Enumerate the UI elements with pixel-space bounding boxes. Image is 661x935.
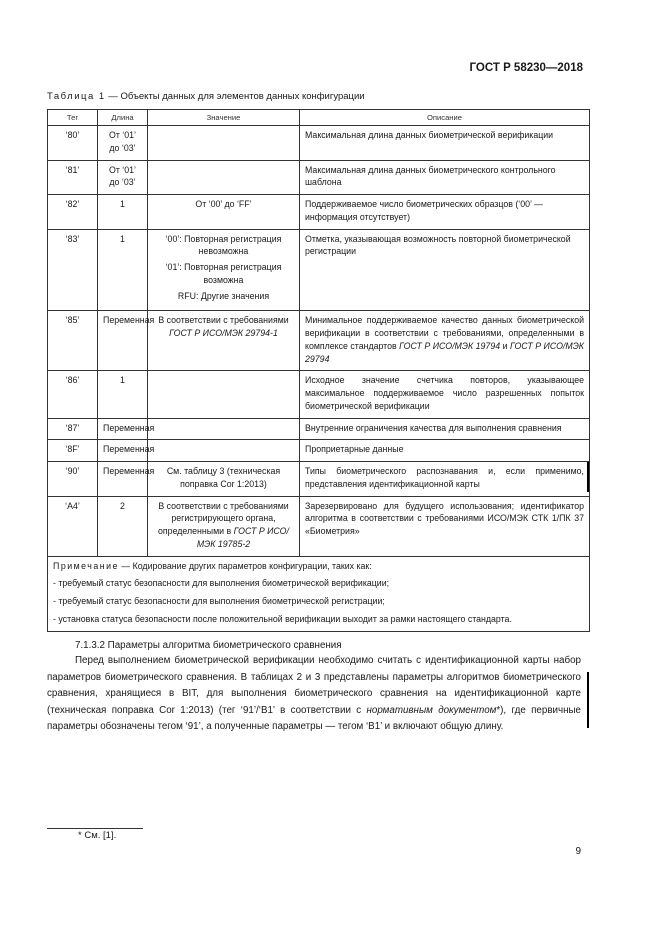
standard-ref-link[interactable]: ГОСТ Р ИСО/МЭК 29794-1 [169, 328, 278, 338]
cell-value [148, 418, 300, 440]
cell-description: Проприетарные данные [300, 440, 590, 462]
table-note-row [48, 556, 590, 631]
cell-tag: ‘83’ [48, 229, 98, 311]
cell-tag: ‘85’ [48, 311, 98, 371]
note-text: — Кодирование других параметров конфигурации, таких как: [118, 560, 372, 571]
note-title [53, 560, 584, 573]
table-row [48, 195, 590, 230]
col-header-value: Значение [148, 110, 300, 126]
cell-tag: ‘81’ [48, 160, 98, 195]
note-item: - установка статуса безопасности после положительной верификации выходит за рамки настоящего стандарта. [53, 613, 512, 624]
value-text: В соответствии с требованиями регистрирующего органа, определенными в [158, 500, 289, 536]
table-note [48, 556, 590, 631]
table-caption [47, 91, 365, 102]
cell-length: Переменная [98, 462, 148, 497]
cell-tag: ‘A4’ [48, 496, 98, 556]
value-option: ‘01’: Повторная регистрация возможна [165, 262, 282, 285]
col-header-description: Описание [300, 110, 590, 126]
cell-length: 1 [98, 371, 148, 418]
note-item: - требуемый статус безопасности для выполнения биометрической верификации; [53, 578, 390, 589]
cell-description: Максимальная длина данных биометрического контрольного шаблона [300, 160, 590, 195]
cell-tag: ‘8F’ [48, 440, 98, 462]
cell-description: Отметка, указывающая возможность повторной биометрической регистрации [300, 229, 590, 311]
cell-description: Исходное значение счетчика повторов, указывающее максимальное поддерживаемое число разрешенных попыток биометрической верификации [300, 371, 590, 418]
cell-description: Зарезервировано для будущего использования; идентификатор алгоритма в соответствии с требованиями ИСО/МЭК СТК 1/ПК 37 «Биометрия» [300, 496, 590, 556]
table-caption-label: Таблица 1 [47, 91, 106, 102]
table-row [48, 229, 590, 311]
section-heading: 7.1.3.2 Параметры алгоритма биометрического сравнения [75, 640, 342, 651]
data-table [47, 109, 590, 632]
value-option: ‘00’: Повторная регистрация невозможна [165, 233, 282, 257]
table-row [48, 371, 590, 418]
cell-length: От ‘01’ до ‘03’ [98, 160, 148, 195]
cell-value [148, 371, 300, 418]
cell-value [148, 160, 300, 195]
cell-tag: ‘80’ [48, 126, 98, 161]
paragraph-text: Перед выполнением биометрической верификации необходимо считать с идентификационной карты набор параметров биометрического сравнения. В таблицах 2 и 3 представлены параметры алгоритмов биометрического сравнения, хранящиеся в BIT, для выполнения биометрического сравнения на идентификационной карте (техническая поправка Cor 1:2013) (тег ‘91’/‘B1’ в соответствии с [47, 655, 581, 716]
note-label: Примечание [53, 560, 119, 571]
paragraph-text-end: *), где первичные параметры обозначены тегом ‘91’, а полученные параметры — тегом ‘B1’ и включают общую длину. [47, 704, 581, 732]
table-row [48, 418, 590, 440]
standard-header: ГОСТ Р 58230—2018 [469, 62, 583, 74]
cell-value [148, 440, 300, 462]
cell-length: Переменная [98, 311, 148, 371]
col-header-tag: Тег [48, 110, 98, 126]
note-item: - требуемый статус безопасности для выполнения биометрической регистрации; [53, 596, 385, 606]
cell-value [148, 229, 300, 311]
page-number: 9 [575, 846, 581, 857]
standard-ref-link[interactable]: ГОСТ Р ИСО/МЭК 19794 [399, 340, 501, 351]
normative-doc-link[interactable]: нормативным документом [366, 704, 497, 716]
desc-text: и [500, 340, 510, 351]
table-row [48, 160, 590, 195]
section-paragraph [47, 653, 581, 736]
cell-description: Поддерживаемое число биометрических образцов (‘00’ — информация отсутствует) [300, 195, 590, 230]
cell-length: Переменная [98, 440, 148, 462]
cell-length: От ‘01’ до ‘03’ [98, 126, 148, 161]
cell-value [148, 311, 300, 371]
table-header-row [48, 110, 590, 126]
standard-ref-link[interactable]: ГОСТ Р ИСО/МЭК 29794 [305, 340, 584, 364]
table-row [48, 462, 590, 497]
cell-value: См. таблицу 3 (техническая поправка Cor 1:2013) [148, 462, 300, 497]
table-row [48, 311, 590, 371]
table-row [48, 440, 590, 462]
footnote-rule [47, 828, 143, 829]
standard-ref-link[interactable]: ГОСТ Р ИСО/МЭК 19785-2 [196, 526, 289, 549]
cell-value [148, 496, 300, 556]
cell-length: 1 [98, 195, 148, 230]
cell-description [300, 311, 590, 371]
cell-tag: ‘86’ [48, 371, 98, 418]
col-header-length: Длина [98, 110, 148, 126]
cell-value: От ‘00’ до ‘FF’ [148, 195, 300, 230]
table-caption-text: — Объекты данных для элементов данных конфигурации [105, 91, 365, 102]
cell-value [148, 126, 300, 161]
value-text: В соответствии с требованиями [158, 315, 289, 326]
cell-tag: ‘87’ [48, 418, 98, 440]
cell-length: Переменная [98, 418, 148, 440]
change-bar [587, 672, 589, 728]
table-row [48, 126, 590, 161]
change-bar [587, 462, 589, 492]
footnote: * См. [1]. [78, 830, 117, 841]
cell-description: Максимальная длина данных биометрической верификации [300, 126, 590, 161]
cell-length: 2 [98, 496, 148, 556]
cell-tag: ‘82’ [48, 195, 98, 230]
value-option: RFU: Другие значения [177, 290, 270, 301]
cell-description: Внутренние ограничения качества для выполнения сравнения [300, 418, 590, 440]
cell-description: Типы биометрического распознавания и, если применимо, представления идентификационной карты [300, 462, 590, 497]
cell-length: 1 [98, 229, 148, 311]
cell-tag: ‘90’ [48, 462, 98, 497]
table-row [48, 496, 590, 556]
desc-text: Минимальное поддерживаемое качество данных биометрической верификации в соответствии с требованиями, определенными в комплексе стандартов [305, 315, 584, 351]
